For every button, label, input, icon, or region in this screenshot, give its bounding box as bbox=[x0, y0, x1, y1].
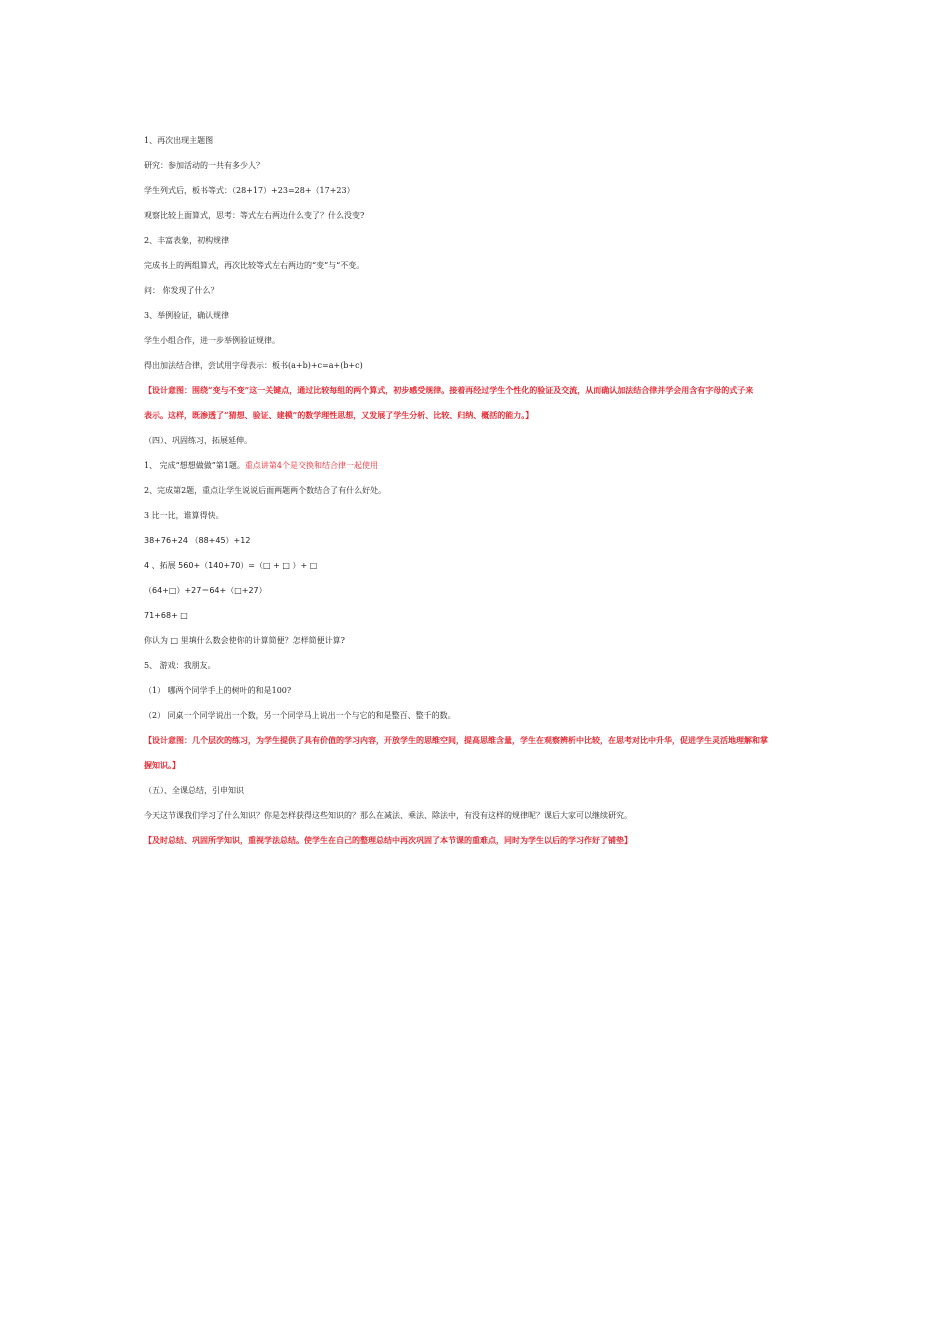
math-expression: 38+76+24 （88+45）+12 bbox=[144, 536, 251, 545]
paragraph: 问： 你发现了什么？ bbox=[144, 286, 219, 295]
section-heading: （四）、巩固练习，拓展延伸。 bbox=[144, 436, 252, 445]
exercise-text: 1、 完成“想想做做”第1题。 bbox=[144, 461, 245, 470]
math-expression: （64+□）+27＝64+（□+27） bbox=[144, 586, 267, 595]
paragraph: 得出加法结合律，尝试用字母表示：板书(a+b)+c=a+(b+c) bbox=[144, 361, 363, 370]
section-heading: （五）、全课总结，引申知识 bbox=[144, 786, 244, 795]
heading-3: 3、举例验证，确认规律 bbox=[144, 311, 230, 320]
exercise-item bbox=[144, 453, 812, 478]
math-expression: 71+68+ □ bbox=[144, 611, 188, 620]
exercise-item: （2） 同桌一个同学说出一个数，另一个同学马上说出一个与它的和是整百、整千的数。 bbox=[144, 711, 456, 720]
exercise-highlight: 重点讲第4个是交换和结合律一起使用 bbox=[244, 461, 378, 470]
heading-1: 1、再次出现主题图 bbox=[144, 136, 214, 145]
design-intent-note: 表示。这样，既渗透了“猜想、验证、建模”的数学理性思想，又发展了学生分析、比较、归纳、概括的能力。】 bbox=[144, 410, 534, 420]
paragraph: 研究：参加活动的一共有多少人？ bbox=[144, 161, 264, 170]
exercise-item: （1） 哪两个同学手上的树叶的和是100? bbox=[144, 686, 292, 695]
paragraph: 学生小组合作，进一步举例验证规律。 bbox=[144, 336, 280, 345]
document-body bbox=[144, 128, 812, 853]
paragraph: 观察比较上面算式，思考：等式左右两边什么变了？什么没变? bbox=[144, 211, 365, 220]
math-expression: 4 、拓展 560+（140+70）=（□ + □ ）+ □ bbox=[144, 561, 318, 570]
design-intent-note: 【及时总结、巩固所学知识，重视学法总结。使学生在自己的整理总结中再次巩固了本节课的重难点，同时为学生以后的学习作好了铺垫】 bbox=[144, 835, 632, 845]
paragraph: 你认为 □ 里填什么数会使你的计算简便？怎样简便计算? bbox=[144, 636, 345, 645]
design-intent-note: 【设计意图：几个层次的练习，为学生提供了具有价值的学习内容，开放学生的思维空间，提高思维含量，学生在观察辨析中比较，在思考对比中升华，促进学生灵活地理解和掌 bbox=[144, 735, 768, 745]
exercise-item: 2、完成第2题，重点让学生说说后面两题两个数结合了有什么好处。 bbox=[144, 486, 387, 495]
design-intent-note: 【设计意图：围绕“变与不变”这一关键点，通过比较每组的两个算式，初步感受规律。接着再经过学生个性化的验证及交流，从而确认加法结合律并学会用含有字母的式子来 bbox=[144, 385, 754, 395]
paragraph: 今天这节课我们学习了什么知识？你是怎样获得这些知识的？那么在减法、乘法、除法中，有没有这样的规律呢？课后大家可以继续研究。 bbox=[144, 811, 632, 820]
design-intent-note: 握知识。】 bbox=[144, 760, 180, 770]
exercise-item: 3 比一比，谁算得快。 bbox=[144, 511, 224, 520]
heading-2: 2、丰富表象，初构规律 bbox=[144, 236, 230, 245]
paragraph: 学生列式后，板书等式：（28+17）+23=28+（17+23） bbox=[144, 186, 355, 195]
exercise-item: 5、 游戏：我朋友。 bbox=[144, 661, 216, 670]
paragraph: 完成书上的两组算式，再次比较等式左右两边的“变”与“不变。 bbox=[144, 261, 365, 270]
